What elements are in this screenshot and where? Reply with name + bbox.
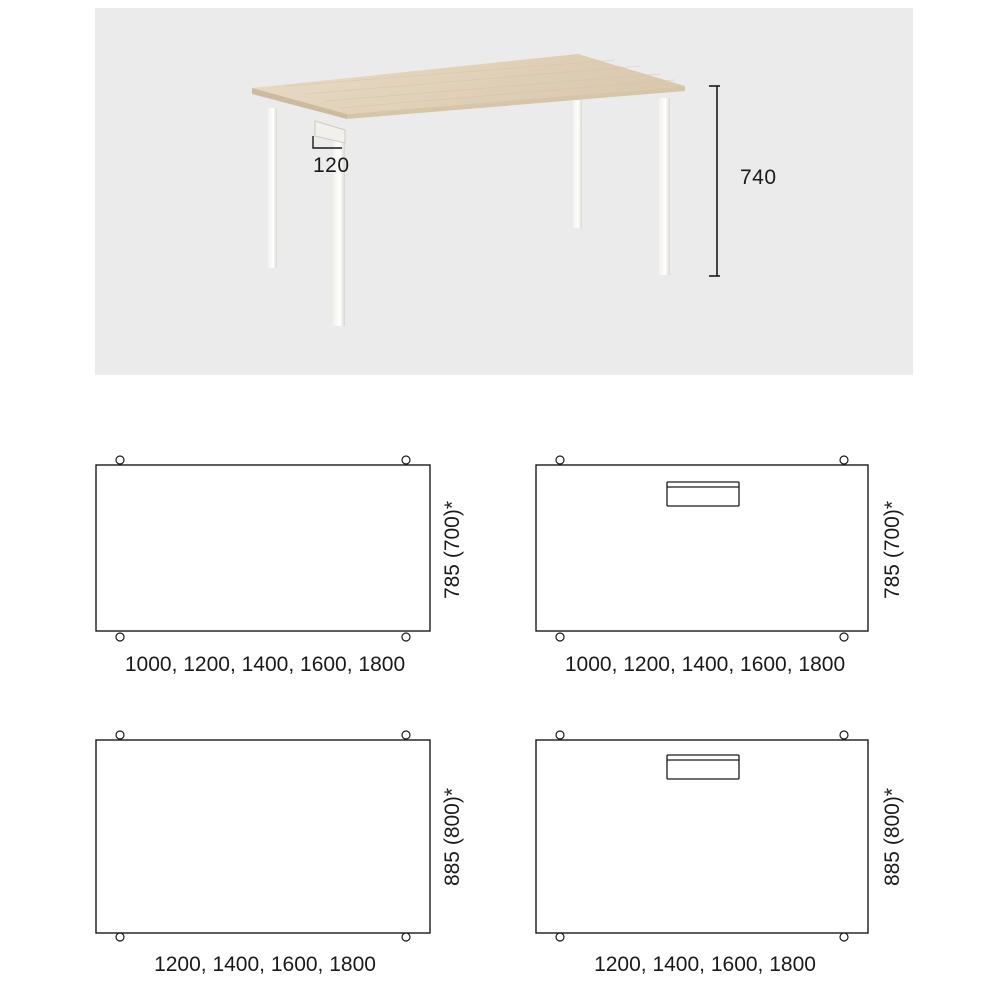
plan-outline xyxy=(535,730,875,945)
leg-marker xyxy=(402,933,410,941)
plan-outline xyxy=(95,455,435,640)
plan-1-width-label: 1000, 1200, 1400, 1600, 1800 xyxy=(124,653,406,676)
back-right-leg xyxy=(573,100,582,228)
cable-tray xyxy=(667,755,739,779)
plan-3-width-label: 1200, 1400, 1600, 1800 xyxy=(154,953,376,976)
plan-1-depth-label: 785 (700)* xyxy=(441,500,464,600)
leg-marker xyxy=(556,731,564,739)
table-height-dimension-line xyxy=(709,86,720,276)
plan-outline xyxy=(95,730,435,945)
plan-2-width-label: 1000, 1200, 1400, 1600, 1800 xyxy=(564,653,846,676)
frame-bracket xyxy=(315,121,345,143)
leg-marker xyxy=(402,633,410,641)
plan-3-depth-label: 885 (800)* xyxy=(441,787,464,887)
table-render-panel xyxy=(95,8,913,375)
leg-marker xyxy=(556,456,564,464)
plan-outline xyxy=(535,455,875,640)
plan-view-standard-885 xyxy=(95,730,435,945)
back-left-leg xyxy=(268,108,277,268)
leg-marker xyxy=(840,731,848,739)
plan-view-cable-tray-885 xyxy=(535,730,875,945)
leg-marker xyxy=(556,633,564,641)
leg-marker xyxy=(840,933,848,941)
plan-4-width-label: 1200, 1400, 1600, 1800 xyxy=(594,953,816,976)
plan-view-standard-785 xyxy=(95,455,435,640)
leg-marker xyxy=(116,633,124,641)
leg-marker xyxy=(116,456,124,464)
leg-marker xyxy=(116,731,124,739)
leg-marker xyxy=(402,731,410,739)
front-right-leg xyxy=(659,98,670,275)
table-height-label: 740 xyxy=(740,166,777,189)
leg-marker xyxy=(840,456,848,464)
leg-marker xyxy=(402,456,410,464)
plan-2-depth-label: 785 (700)* xyxy=(881,500,904,600)
frame-height-label: 120 xyxy=(313,154,350,177)
plan-view-cable-tray-785 xyxy=(535,455,875,640)
leg-marker xyxy=(116,933,124,941)
cable-tray xyxy=(667,482,739,506)
table-illustration xyxy=(95,8,913,375)
plan-4-depth-label: 885 (800)* xyxy=(881,787,904,887)
leg-marker xyxy=(840,633,848,641)
leg-marker xyxy=(556,933,564,941)
